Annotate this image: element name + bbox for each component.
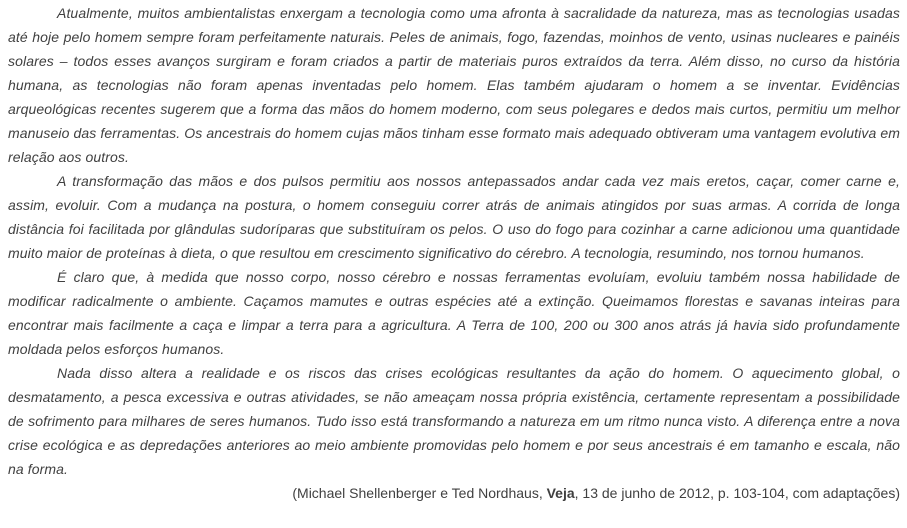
citation-prefix: (Michael Shellenberger e Ted Nordhaus, [292, 485, 547, 501]
paragraph-technology-nature: Atualmente, muitos ambientalistas enxergam a tecnologia como uma afronta à sacralidade da natureza, mas as tecnologias usadas até hoje pelo homem sempre foram perfeitamente naturais. Peles de animais, fogo, fazendas, moinhos de vento, usinas nucleares e painéis solares – todos esses avanços surgiram e foram criados a partir de materiais puros extraídos da terra. Além disso, no curso da história humana, as tecnologias não foram apenas inventadas pelo homem. Elas também ajudaram o homem a se inventar. Evidências arqueológicas recentes sugerem que a forma das mãos do homem moderno, com seus polegares e dedos mais curtos, permitiu um melhor manuseio das ferramentas. Os ancestrais do homem cujas mãos tinham esse formato mais adequado obtiveram uma vantagem evolutiva em relação aos outros. [8, 5, 900, 165]
paragraph-hands-evolution: A transformação das mãos e dos pulsos permitiu aos nossos antepassados andar cada vez mais eretos, caçar, comer carne e, assim, evoluir. Com a mudança na postura, o homem conseguiu correr atrás de animais atingidos por suas armas. A corrida de longa distância foi facilitada por glândulas sudoríparas que substituíram os pelos. O uso do fogo para cozinhar a carne adicionou uma quantidade muito maior de proteínas à dieta, o que resultou em crescimento significativo do cérebro. A tecnologia, resumindo, nos tornou humanos. [8, 173, 900, 261]
paragraph-environment-modification: É claro que, à medida que nosso corpo, nosso cérebro e nossas ferramentas evoluíam, evoluiu também nossa habilidade de modificar radicalmente o ambiente. Caçamos mamutes e outras espécies até a extinção. Queimamos florestas e savanas inteiras para encontrar mais facilmente a caça e limpar a terra para a agricultura. A Terra de 100, 200 ou 300 anos atrás já havia sido profundamente moldada pelos esforços humanos. [8, 269, 900, 357]
paragraph-ecological-crisis: Nada disso altera a realidade e os riscos das crises ecológicas resultantes da ação do homem. O aquecimento global, o desmatamento, a pesca excessiva e outras atividades, se não ameaçam nossa própria existência, certamente representam a possibilidade de sofrimento para milhares de seres humanos. Tudo isso está transformando a natureza em um ritmo nunca visto. A diferença entre a nova crise ecológica e as depredações anteriores ao meio ambiente promovidas pelo homem e por seus ancestrais é em tamanho e escala, não na forma. [8, 365, 900, 477]
citation-source-title: Veja [546, 485, 575, 501]
citation-suffix: , 13 de junho de 2012, p. 103-104, com adaptações) [574, 485, 900, 501]
citation [8, 481, 900, 505]
